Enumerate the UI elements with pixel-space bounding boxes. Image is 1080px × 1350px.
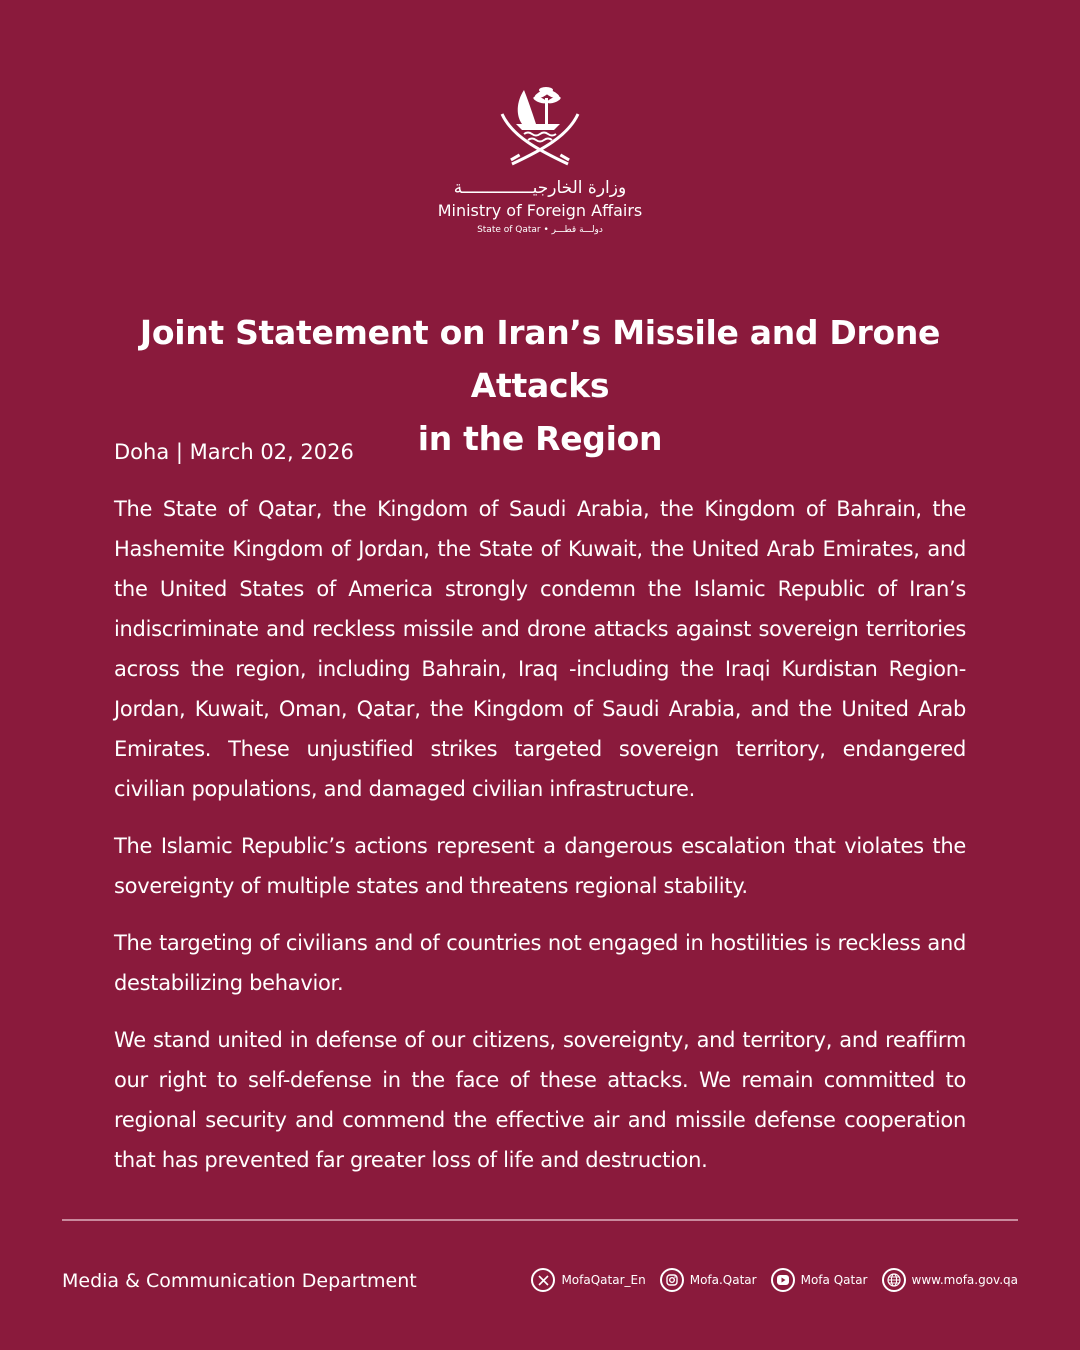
title-line-2: in the Region — [417, 419, 663, 458]
logo-arabic-text: وزارة الخارجيــــــــــــــة — [453, 178, 627, 198]
social-link-instagram[interactable] — [660, 1268, 757, 1292]
footer-divider — [62, 1219, 1018, 1221]
paragraph-3: The targeting of civilians and of countries not engaged in hostilities is reckless and destabilizing behavior. — [114, 931, 966, 995]
logo-english-text: Ministry of Foreign Affairs — [437, 201, 643, 220]
x-icon — [531, 1268, 555, 1292]
qatar-emblem-icon — [498, 84, 582, 170]
dateline: Doha | March 02, 2026 — [114, 440, 354, 464]
social-link-youtube[interactable] — [771, 1268, 868, 1292]
title-line-1: Joint Statement on Iran’s Missile and Drone Attacks — [139, 313, 941, 405]
social-link-website[interactable] — [882, 1268, 1019, 1292]
paragraph-4: We stand united in defense of our citizens, sovereignty, and territory, and reaffirm our right to self-defense in the face of these attacks. We remain committed to regional security and commend the effective air and missile defense cooperation that has prevented far greater loss of life and destruction. — [114, 1028, 966, 1172]
paragraph-2: The Islamic Republic’s actions represent a dangerous escalation that violates the sovereignty of multiple states and threatens regional stability. — [114, 834, 966, 898]
social-label-instagram: Mofa.Qatar — [689, 1273, 757, 1287]
department-name: Media & Communication Department — [62, 1270, 417, 1292]
social-label-youtube: Mofa Qatar — [800, 1273, 868, 1287]
social-label-x: MofaQatar_En — [561, 1273, 646, 1287]
statement-body — [114, 432, 966, 1197]
instagram-icon — [660, 1268, 684, 1292]
paragraph-1: The State of Qatar, the Kingdom of Saudi Arabia, the Kingdom of Bahrain, the Hashemite Kingdom of Jordan, the State of Kuwait, the United Arab Emirates, and the United States of America strongly condemn the Islamic Republic of Iran’s indiscriminate and reckless missile and drone attacks against sovereign territories across the region, including Bahrain, Iraq -including the Iraqi Kurdistan Region- Jordan, Kuwait, Oman, Qatar, the Kingdom of Saudi Arabia, and the United Arab Emirates. These unjustified strikes targeted sovereign territory, endangered civilian populations, and damaged civilian infrastructure. — [114, 497, 966, 801]
logo-state-text: State of Qatar • دولـــة قطـــر — [477, 225, 603, 235]
social-link-x[interactable] — [531, 1268, 645, 1292]
social-links — [517, 1268, 1018, 1292]
social-label-website: www.mofa.gov.qa — [911, 1273, 1018, 1287]
youtube-icon — [771, 1268, 795, 1292]
ministry-logo — [0, 84, 1080, 236]
globe-icon — [882, 1268, 906, 1292]
